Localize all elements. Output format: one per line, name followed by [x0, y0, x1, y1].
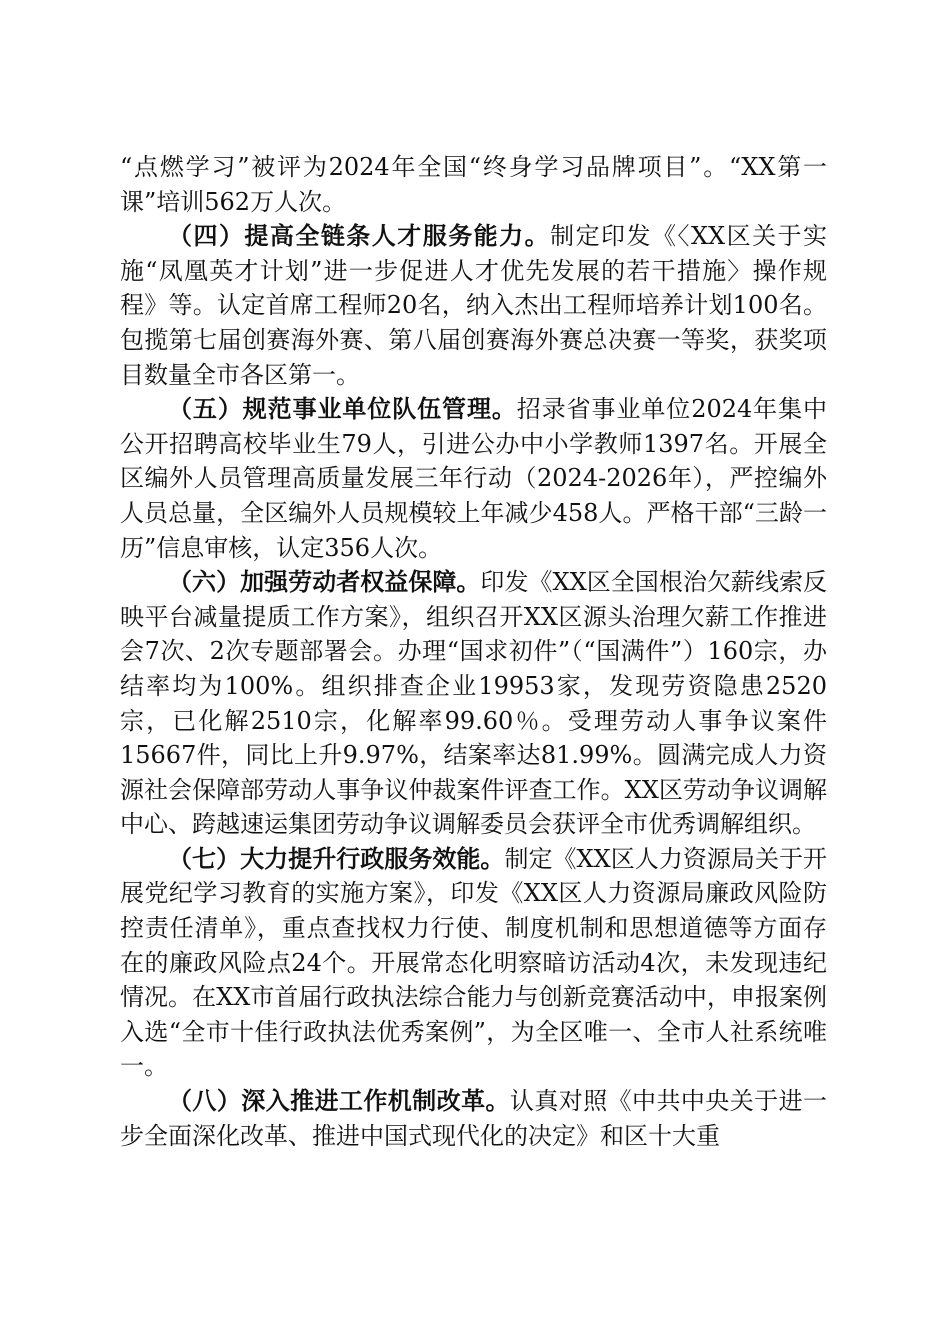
paragraph-lead: （六）加强劳动者权益保障。: [168, 567, 481, 597]
paragraph-text: 印发《XX区全国根治欠薪线索反映平台减量提质工作方案》，组织召开XX区源头治理欠薪工作推进会7次、2次专题部署会。办理“国求初件”（“国满件”）160宗，办结率均为100%。组织排查企业19953家，发现劳资隐患2520宗，已化解2510宗，化解率99.60％。受理劳动人事争议案件15667件，同比上升9.97%，结案率达81.99%。圆满完成人力资源社会保障部劳动人事争议仲裁案件评查工作。XX区劳动争议调解中心、跨越速运集团劳动争议调解委员会获评全市优秀调解组织。: [120, 568, 828, 839]
paragraph-text: “点燃学习”被评为2024年全国“终身学习品牌项目”。“XX第一课”培训562万人次。: [120, 153, 827, 216]
paragraph-text: 制定《XX区人力资源局关于开展党纪学习教育的实施方案》，印发《XX区人力资源局廉政风险防控责任清单》，重点查找权力行使、制度机制和思想道德等方面存在的廉政风险点24个。开展常态化明察暗访活动4次，未发现违纪情况。在XX市首届行政执法综合能力与创新竞赛活动中，申报案例入选“全市十佳行政执法优秀案例”，为全区唯一、全市人社系统唯一。: [120, 844, 828, 1081]
paragraph-talent-service: [120, 219, 827, 392]
paragraph-text: 制定印发《〈XX区关于实施“凤凰英才计划”进一步促进人才优先发展的若干措施〉操作规程》等。认定首席工程师20名，纳入杰出工程师培养计划100名。包揽第七届创赛海外赛、第八届创赛海外赛总决赛一等奖，获奖项目数量全市各区第一。: [120, 222, 828, 389]
paragraph-worker-rights: [120, 565, 827, 842]
paragraph-mechanism-reform: [120, 1084, 827, 1153]
paragraph-text: 认真对照《中共中央关于进一步全面深化改革、推进中国式现代化的决定》和区十大重: [120, 1087, 827, 1150]
document-body: [120, 150, 827, 1153]
paragraph-institution-management: [120, 392, 827, 565]
paragraph-intro: [120, 150, 827, 219]
paragraph-admin-efficiency: [120, 842, 827, 1084]
paragraph-lead: （八）深入推进工作机制改革。: [168, 1086, 510, 1116]
paragraph-lead: （五）规范事业单位队伍管理。: [168, 394, 517, 424]
paragraph-lead: （四）提高全链条人才服务能力。: [168, 221, 551, 251]
paragraph-text: 招录省事业单位2024年集中公开招聘高校毕业生79人，引进公办中小学教师1397名。开展全区编外人员管理高质量发展三年行动（2024-2026年），严控编外人员总量，全区编外人员规模较上年减少458人。严格干部“三龄一历”信息审核，认定356人次。: [120, 395, 828, 562]
paragraph-lead: （七）大力提升行政服务效能。: [168, 843, 505, 873]
